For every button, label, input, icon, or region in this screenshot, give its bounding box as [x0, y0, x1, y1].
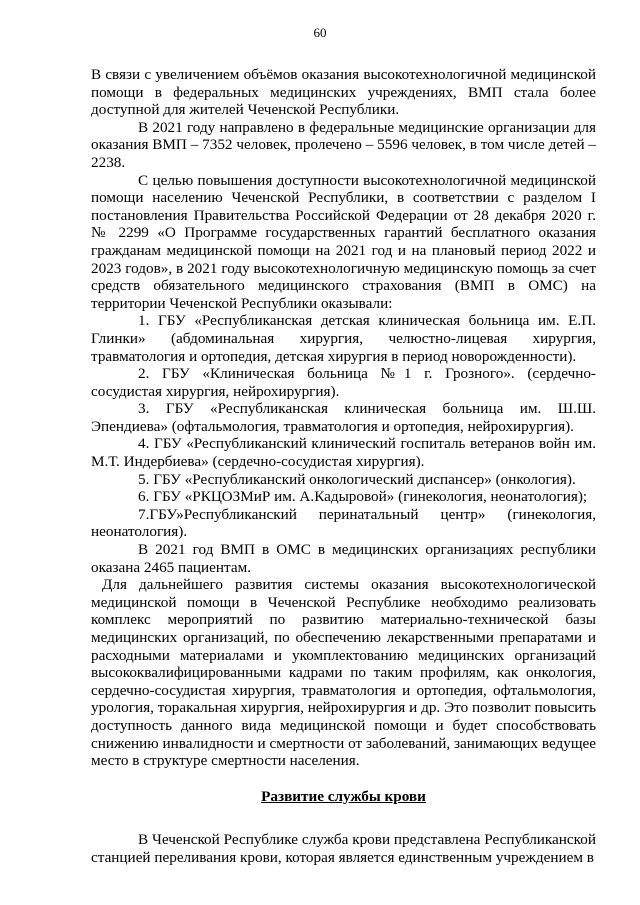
- list-item: 4. ГБУ «Республиканский клинический госпиталь ветеранов войн им. М.Т. Индербиева» (сердечно-сосудистая хирургия).: [91, 435, 596, 471]
- paragraph: В 2021 году направлено в федеральные медицинские организации для оказания ВМП – 7352 человек, пролечено – 5596 человек, в том числе детей – 2238.: [91, 118, 596, 171]
- document-body: [91, 66, 596, 867]
- list-item: 1. ГБУ «Республиканская детская клиническая больница им. Е.П. Глинки» (абдоминальная хирургия, челюстно-лицевая хирургия, травматология и ортопедия, детская хирургия в период новорожденности).: [91, 312, 596, 365]
- section-heading: Развитие службы крови: [261, 787, 426, 805]
- paragraph: В связи с увеличением объёмов оказания высокотехнологичной медицинской помощи в федеральных медицинских учреждениях, ВМП стала более доступной для жителей Чеченской Республики.: [91, 66, 596, 119]
- list-item: 6. ГБУ «РКЦОЗМиР им. А.Кадыровой» (гинекология, неонатология);: [138, 488, 588, 506]
- paragraph: В Чеченской Республике служба крови представлена Республиканской станцией переливания крови, которая является единственным учреждением в: [91, 831, 596, 866]
- paragraph: С целью повышения доступности высокотехнологичной медицинской помощи населению Чеченской Республики, в соответствии с разделом I постановления Правительства Российской Федерации от 28 декабря 2020 г. № 2299 «О Программе государственных гарантий бесплатного оказания гражданам медицинской помощи на 2021 год и на плановый период 2022 и 2023 годов», в 2021 году высокотехнологичную медицинскую помощь за счет средств обязательного медицинского страхования (ВМП в ОМС) на территории Чеченской Республики оказывали:: [91, 171, 596, 312]
- page-number: 60: [313, 25, 327, 40]
- paragraph: Для дальнейшего развития системы оказания высокотехнологической медицинской помощи в Чеченской Республике необходимо реализовать комплекс мероприятий по развитию материально-технической базы медицинских организаций, по обеспечению лекарственными препаратами и расходными материалами и укомплектованию медицинских организаций высококвалифицированными кадрами по таким профилям, как онкология, сердечно-сосудистая хирургия, травматология и ортопедия, офтальмология, урология, торакальная хирургия, нейрохирургия и др. Это позволит повысить доступность данного вида медицинской помощи и будет способствовать снижению инвалидности и смертности от заболеваний, занимающих ведущее место в структуре смертности населения.: [91, 576, 596, 770]
- list-item: 7.ГБУ»Республиканский перинатальный центр» (гинекология, неонатология).: [91, 505, 596, 541]
- paragraph: В 2021 год ВМП в ОМС в медицинских организациях республики оказана 2465 пациентам.: [91, 541, 596, 576]
- list-item: 3. ГБУ «Республиканская клиническая больница им. Ш.Ш. Эпендиева» (офтальмология, травматология и ортопедия, нейрохирургия).: [91, 400, 596, 435]
- list-item: 2. ГБУ «Клиническая больница №1 г. Грозного». (сердечно-сосудистая хирургия, нейрохирургия).: [91, 365, 596, 400]
- list-item: 5. ГБУ «Республиканский онкологический диспансер» (онкология).: [138, 470, 576, 488]
